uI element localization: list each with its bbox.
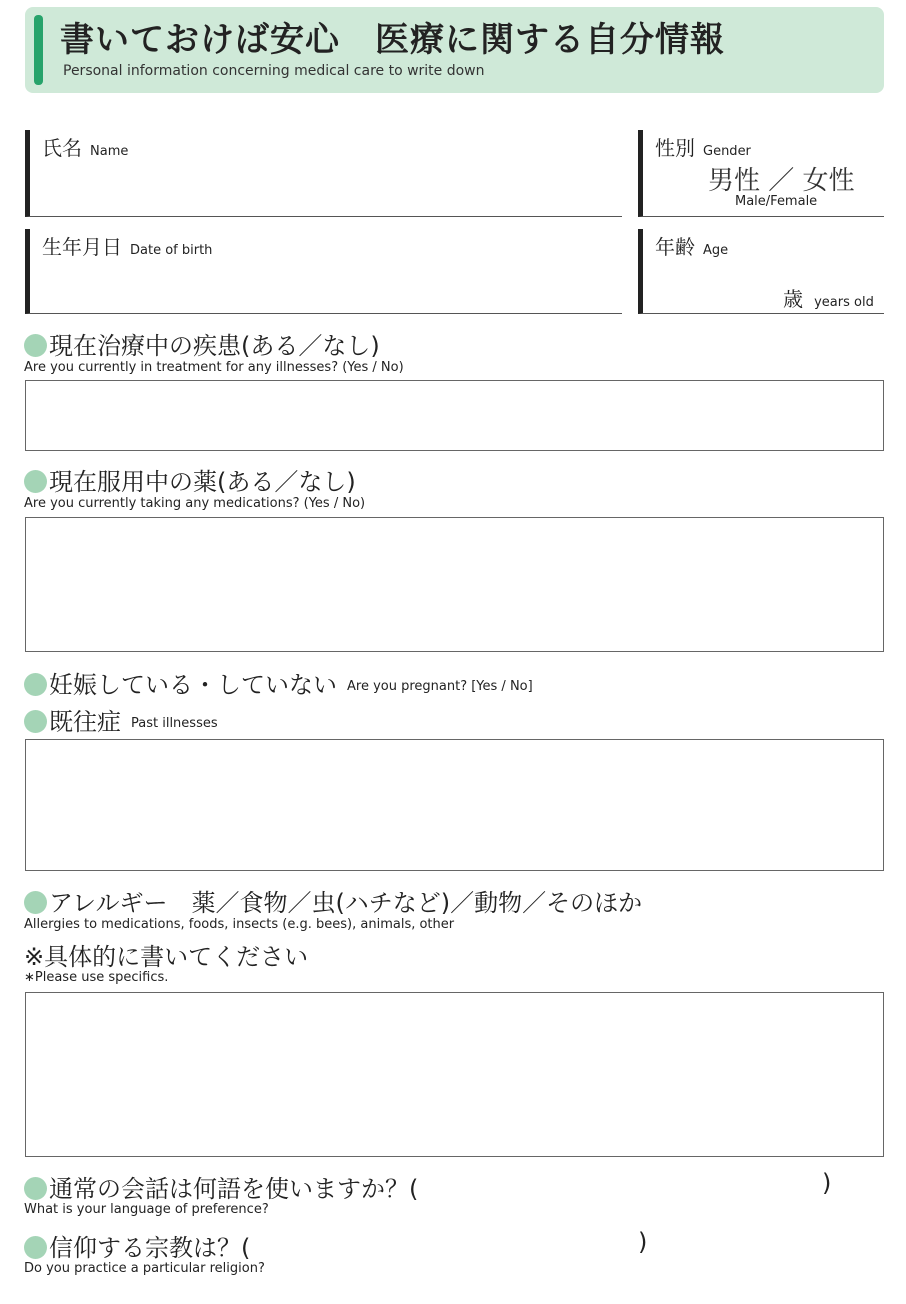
- bullet-dot-icon: [24, 1177, 47, 1200]
- name-field[interactable]: [25, 130, 622, 217]
- age-field[interactable]: [638, 229, 884, 314]
- gender-label-jp: 性別: [655, 136, 695, 160]
- age-label-jp: 年齢: [655, 235, 695, 259]
- age-label: [655, 231, 728, 260]
- religion-input[interactable]: [272, 1232, 634, 1258]
- current-illness-jp: 現在治療中の疾患(ある／なし): [49, 332, 380, 360]
- religion-heading: [24, 1228, 250, 1263]
- bullet-dot-icon: [24, 710, 47, 733]
- current-meds-jp: 現在服用中の薬(ある／なし): [49, 468, 356, 496]
- age-label-en: Age: [703, 243, 729, 258]
- language-en: What is your language of preference?: [24, 1202, 269, 1217]
- dob-label-jp: 生年月日: [42, 235, 122, 259]
- allergies-jp: アレルギー 薬／食物／虫(ハチなど)／動物／そのほか: [49, 889, 643, 917]
- religion-en: Do you practice a particular religion?: [24, 1261, 265, 1276]
- allergies-heading: [24, 883, 642, 918]
- pregnancy-heading[interactable]: [24, 665, 533, 700]
- language-heading: [24, 1169, 418, 1204]
- past-illness-input[interactable]: [25, 739, 884, 871]
- dob-label: [42, 231, 212, 260]
- age-unit: [783, 283, 874, 312]
- allergies-en: Allergies to medications, foods, insects (e.g. bees), animals, other: [24, 917, 455, 932]
- gender-label: [655, 132, 751, 161]
- current-meds-heading: [24, 462, 356, 497]
- allergies-input[interactable]: [25, 992, 884, 1157]
- header-accent-bar: [34, 15, 43, 85]
- pregnancy-en: Are you pregnant? [Yes / No]: [347, 679, 533, 694]
- religion-close-paren: ): [638, 1228, 648, 1256]
- name-label-jp: 氏名: [42, 136, 82, 160]
- dob-label-en: Date of birth: [130, 243, 213, 258]
- current-meds-en: Are you currently taking any medications? (Yes / No): [24, 496, 366, 511]
- current-illness-en: Are you currently in treatment for any illnesses? (Yes / No): [24, 360, 404, 375]
- past-illness-en: Past illnesses: [131, 716, 218, 731]
- bullet-dot-icon: [24, 891, 47, 914]
- age-unit-jp: 歳: [783, 287, 803, 311]
- gender-label-en: Gender: [703, 144, 751, 159]
- past-illness-heading: [24, 702, 218, 737]
- bullet-dot-icon: [24, 470, 47, 493]
- past-illness-jp: 既往症: [49, 708, 121, 736]
- name-label-en: Name: [90, 144, 129, 159]
- bullet-dot-icon: [24, 673, 47, 696]
- allergies-note-jp: ※具体的に書いてください: [24, 943, 309, 971]
- language-close-paren: ): [822, 1169, 832, 1197]
- current-meds-input[interactable]: [25, 517, 884, 652]
- gender-field[interactable]: [638, 130, 884, 217]
- religion-jp: 信仰する宗教は？(: [49, 1234, 251, 1262]
- gender-options-jp[interactable]: 男性 ／ 女性: [708, 166, 855, 196]
- allergies-note-en: ∗Please use specifics.: [24, 970, 169, 985]
- bullet-dot-icon: [24, 334, 47, 357]
- current-illness-input[interactable]: [25, 380, 884, 451]
- dob-field[interactable]: [25, 229, 622, 314]
- gender-options-en: Male/Female: [735, 194, 818, 209]
- pregnancy-jp: 妊娠している・していない: [49, 671, 337, 699]
- language-jp: 通常の会話は何語を使いますか？(: [49, 1175, 419, 1203]
- name-label: [42, 132, 128, 161]
- language-input[interactable]: [462, 1173, 822, 1199]
- age-unit-en: years old: [814, 295, 874, 310]
- current-illness-heading: [24, 326, 380, 361]
- bullet-dot-icon: [24, 1236, 47, 1259]
- page-title: 書いておけば安心 医療に関する自分情報: [60, 20, 725, 60]
- page-subtitle: Personal information concerning medical care to write down: [63, 63, 485, 79]
